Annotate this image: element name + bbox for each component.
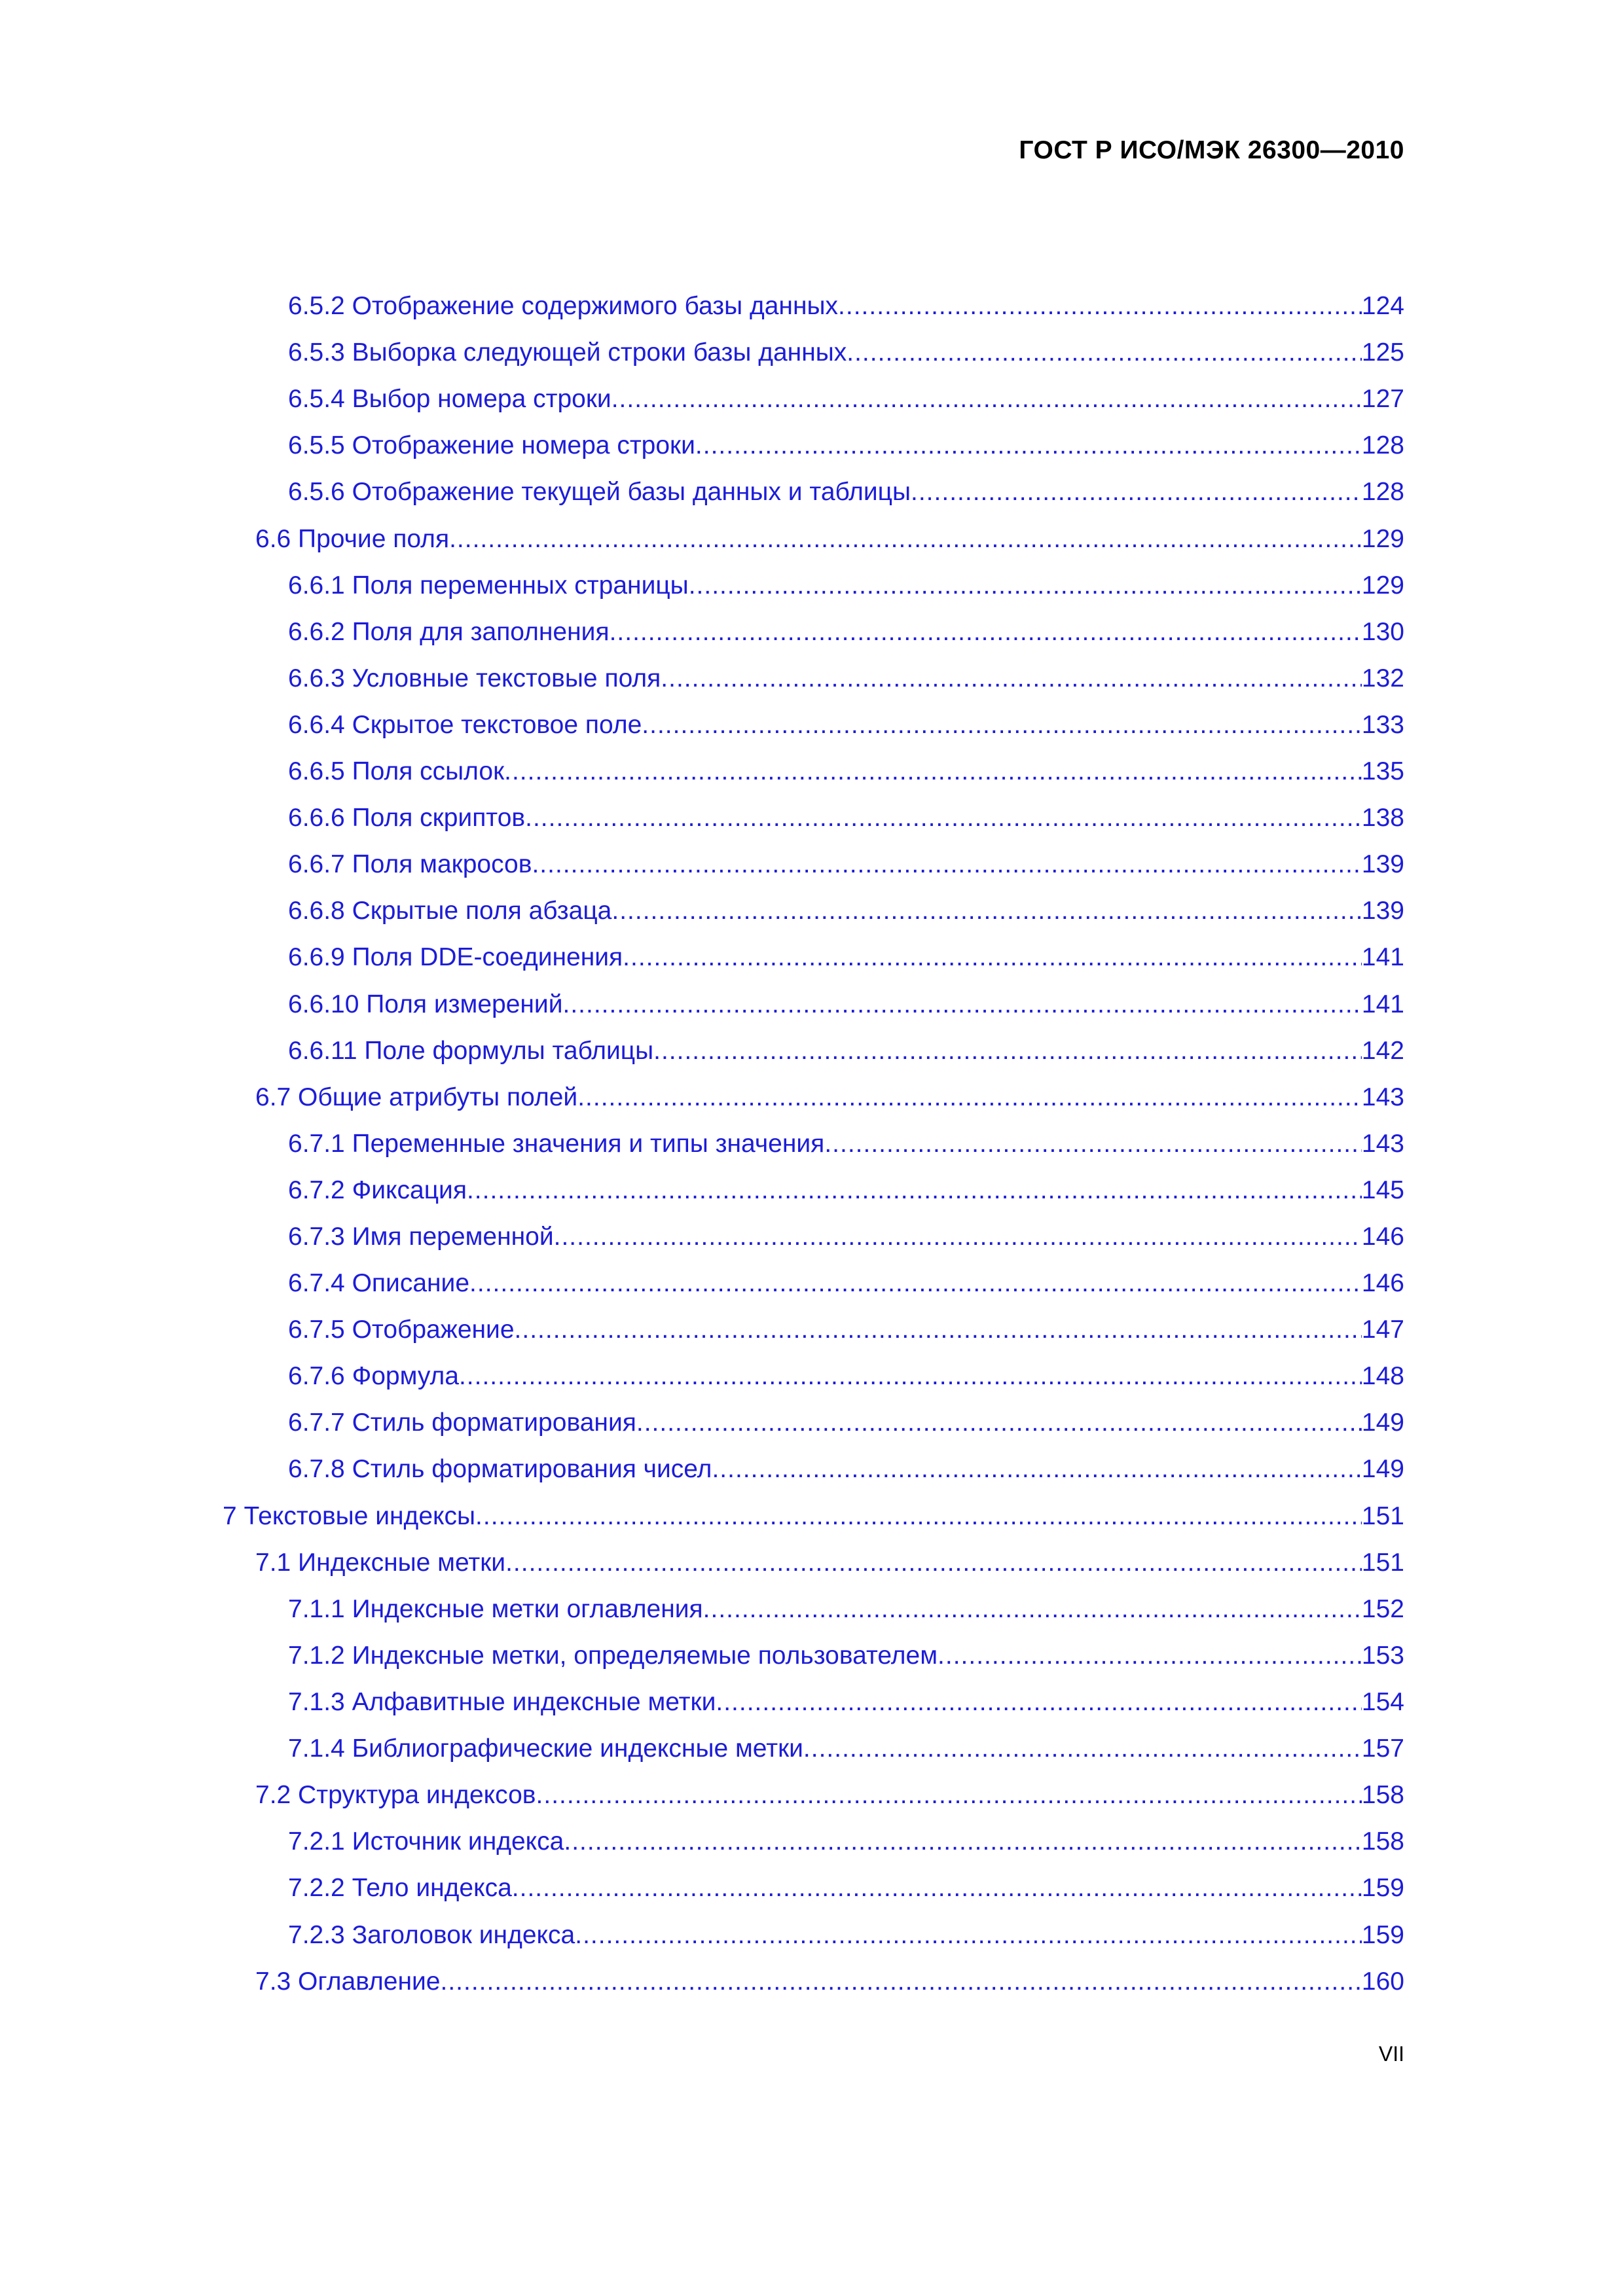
toc-entry[interactable] — [288, 800, 1404, 836]
dot-leader — [475, 1498, 1362, 1535]
dot-leader — [716, 1684, 1362, 1721]
toc-entry-title: 6.7.1 Переменные значения и типы значения — [288, 1130, 825, 1158]
toc-entry-title: 6.6.1 Поля переменных страницы — [288, 571, 689, 600]
dot-leader — [938, 1638, 1362, 1674]
toc-entry-title: 6.7.7 Стиль форматирования — [288, 1408, 636, 1437]
toc-entry-title: 6.6.2 Поля для заполнения — [288, 618, 610, 646]
toc-entry-page: 139 — [1361, 897, 1404, 925]
toc-entry-page: 159 — [1361, 1874, 1404, 1902]
dot-leader — [847, 334, 1362, 371]
toc-entry-page: 124 — [1361, 292, 1404, 320]
toc-entry[interactable] — [288, 1219, 1404, 1255]
toc-entry-page: 125 — [1361, 338, 1404, 367]
toc-entry[interactable] — [288, 1451, 1404, 1488]
toc-entry-page: 151 — [1361, 1502, 1404, 1530]
toc-entry-title: 7.1.1 Индексные метки оглавления — [288, 1595, 703, 1623]
toc-entry-page: 143 — [1361, 1130, 1404, 1158]
toc-entry-title: 6.7.4 Описание — [288, 1269, 470, 1297]
toc-entry[interactable] — [288, 1731, 1404, 1767]
toc-entry[interactable] — [288, 1358, 1404, 1395]
toc-entry[interactable] — [288, 1591, 1404, 1628]
toc-entry-title: 6.7.8 Стиль форматирования чисел — [288, 1455, 712, 1483]
toc-entry-page: 159 — [1361, 1921, 1404, 1949]
toc-entry-title: 7.2.3 Заголовок индекса — [288, 1921, 575, 1949]
toc-entry-page: 128 — [1361, 431, 1404, 459]
dot-leader — [505, 1545, 1362, 1581]
toc-entry-page: 130 — [1361, 618, 1404, 646]
document-header-title: ГОСТ Р ИСО/МЭК 26300—2010 — [1019, 136, 1404, 164]
toc-entry-page: 148 — [1361, 1362, 1404, 1390]
toc-entry[interactable] — [288, 288, 1404, 325]
toc-entry-page: 129 — [1361, 571, 1404, 600]
toc-entry-page: 145 — [1361, 1176, 1404, 1204]
toc-entry-title: 7.1.3 Алфавитные индексные метки — [288, 1688, 716, 1716]
dot-leader — [653, 1033, 1362, 1069]
toc-entry[interactable] — [288, 1870, 1404, 1907]
toc-entry[interactable] — [288, 1405, 1404, 1441]
dot-leader — [611, 381, 1362, 418]
toc-entry-title: 6.6.10 Поля измерений — [288, 990, 563, 1018]
dot-leader — [467, 1172, 1362, 1209]
toc-entry-page: 146 — [1361, 1269, 1404, 1297]
dot-leader — [563, 986, 1362, 1023]
toc-entry-page: 160 — [1361, 1967, 1404, 1996]
toc-entry-title: 7.1 Индексные метки — [255, 1549, 506, 1577]
dot-leader — [712, 1451, 1361, 1488]
dot-leader — [838, 288, 1362, 325]
dot-leader — [577, 1079, 1362, 1116]
toc-entry[interactable] — [255, 1777, 1404, 1814]
toc-entry-page: 127 — [1361, 385, 1404, 413]
toc-entry-title: 6.6.7 Поля макросов — [288, 850, 532, 878]
toc-entry-title: 7.2.1 Источник индекса — [288, 1827, 564, 1856]
toc-entry-title: 6.6.8 Скрытые поля абзаца — [288, 897, 612, 925]
toc-entry[interactable] — [288, 1172, 1404, 1209]
dot-leader — [610, 614, 1362, 651]
toc-entry-page: 146 — [1361, 1223, 1404, 1251]
toc-entry-page: 129 — [1361, 525, 1404, 553]
toc-entry-page: 143 — [1361, 1083, 1404, 1111]
dot-leader — [695, 427, 1362, 464]
toc-entry-title: 7.2.2 Тело индекса — [288, 1874, 512, 1902]
toc-entry-page: 138 — [1361, 804, 1404, 832]
toc-entry-page: 133 — [1361, 711, 1404, 739]
toc-entry[interactable] — [288, 986, 1404, 1023]
toc-entry-page: 139 — [1361, 850, 1404, 878]
toc-entry[interactable] — [255, 1964, 1404, 2000]
toc-entry-title: 6.5.2 Отображение содержимого базы данных — [288, 292, 839, 320]
toc-entry-page: 152 — [1361, 1595, 1404, 1623]
toc-entry-title: 7.3 Оглавление — [255, 1967, 441, 1996]
toc-entry-title: 6.6.11 Поле формулы таблицы — [288, 1037, 654, 1065]
toc-entry-title: 6.6.3 Условные текстовые поля — [288, 664, 661, 692]
dot-leader — [525, 800, 1362, 836]
toc-entry[interactable] — [288, 707, 1404, 744]
dot-leader — [440, 1964, 1361, 2000]
toc-entry-title: 7 Текстовые индексы — [223, 1502, 476, 1530]
toc-entry[interactable] — [288, 1823, 1404, 1860]
toc-entry-page: 128 — [1361, 478, 1404, 506]
dot-leader — [536, 1777, 1362, 1814]
toc-entry-page: 147 — [1361, 1316, 1404, 1344]
dot-leader — [824, 1126, 1362, 1162]
toc-entry[interactable] — [288, 1917, 1404, 1954]
dot-leader — [636, 1405, 1362, 1441]
toc-entry-title: 6.7.2 Фиксация — [288, 1176, 467, 1204]
toc-entry-title: 6.7.3 Имя переменной — [288, 1223, 554, 1251]
page-number: VII — [1378, 2042, 1404, 2066]
toc-entry-page: 132 — [1361, 664, 1404, 692]
toc-entry-page: 158 — [1361, 1781, 1404, 1809]
dot-leader — [575, 1917, 1362, 1954]
toc-entry[interactable] — [288, 893, 1404, 929]
toc-entry-page: 157 — [1361, 1734, 1404, 1763]
dot-leader — [554, 1219, 1362, 1255]
toc-entry[interactable] — [223, 1498, 1404, 1535]
toc-entry[interactable] — [288, 1265, 1404, 1302]
toc-entry-page: 141 — [1361, 990, 1404, 1018]
toc-entry[interactable] — [288, 567, 1404, 604]
toc-entry[interactable] — [288, 474, 1404, 511]
toc-entry[interactable] — [288, 1312, 1404, 1348]
toc-entry[interactable] — [288, 846, 1404, 883]
toc-entry-page: 153 — [1361, 1641, 1404, 1670]
dot-leader — [911, 474, 1362, 511]
toc-entry-page: 149 — [1361, 1455, 1404, 1483]
toc-entry-title: 7.2 Структура индексов — [255, 1781, 536, 1809]
toc-entry[interactable] — [288, 1033, 1404, 1069]
toc-entry[interactable] — [288, 614, 1404, 651]
toc-entry-page: 154 — [1361, 1688, 1404, 1716]
toc-entry[interactable] — [288, 427, 1404, 464]
dot-leader — [803, 1731, 1362, 1767]
toc-entry[interactable] — [255, 1079, 1404, 1116]
dot-leader — [515, 1312, 1362, 1348]
toc-entry[interactable] — [288, 381, 1404, 418]
toc-entry-title: 6.7.6 Формула — [288, 1362, 459, 1390]
dot-leader — [623, 939, 1362, 976]
dot-leader — [504, 753, 1362, 790]
toc-entry[interactable] — [288, 334, 1404, 371]
toc-entry[interactable] — [288, 939, 1404, 976]
toc-entry-title: 6.6.6 Поля скриптов — [288, 804, 526, 832]
toc-entry[interactable] — [288, 753, 1404, 790]
dot-leader — [532, 846, 1361, 883]
toc-entry-page: 158 — [1361, 1827, 1404, 1856]
toc-entry-title: 7.1.2 Индексные метки, определяемые пользователем — [288, 1641, 938, 1670]
dot-leader — [459, 1358, 1362, 1395]
toc-entry-title: 6.6.5 Поля ссылок — [288, 757, 505, 785]
dot-leader — [611, 893, 1362, 929]
dot-leader — [469, 1265, 1362, 1302]
dot-leader — [449, 521, 1362, 558]
dot-leader — [642, 707, 1362, 744]
toc-entry-title: 6.6 Прочие поля — [255, 525, 450, 553]
toc-entry-page: 151 — [1361, 1549, 1404, 1577]
toc-entry-page: 141 — [1361, 943, 1404, 971]
dot-leader — [512, 1870, 1362, 1907]
dot-leader — [564, 1823, 1362, 1860]
toc-entry-page: 149 — [1361, 1408, 1404, 1437]
toc-entry[interactable] — [255, 1545, 1404, 1581]
dot-leader — [661, 660, 1362, 697]
toc-entry-title: 6.5.6 Отображение текущей базы данных и таблицы — [288, 478, 911, 506]
toc-entry-page: 135 — [1361, 757, 1404, 785]
toc-entry[interactable] — [288, 660, 1404, 697]
toc-entry[interactable] — [288, 1126, 1404, 1162]
dot-leader — [703, 1591, 1362, 1628]
dot-leader — [689, 567, 1362, 604]
toc-entry-page: 142 — [1361, 1037, 1404, 1065]
toc-entry-title: 6.5.3 Выборка следующей строки базы данных — [288, 338, 847, 367]
toc-entry-title: 6.5.5 Отображение номера строки — [288, 431, 695, 459]
toc-entry[interactable] — [288, 1684, 1404, 1721]
toc-entry-title: 6.6.4 Скрытое текстовое поле — [288, 711, 642, 739]
toc-entry[interactable] — [288, 1638, 1404, 1674]
toc-entry-title: 6.7.5 Отображение — [288, 1316, 515, 1344]
toc-entry-title: 6.6.9 Поля DDE-соединения — [288, 943, 623, 971]
toc-entry-title: 7.1.4 Библиографические индексные метки — [288, 1734, 803, 1763]
toc-entry[interactable] — [255, 521, 1404, 558]
toc-entry-title: 6.5.4 Выбор номера строки — [288, 385, 611, 413]
toc-entry-title: 6.7 Общие атрибуты полей — [255, 1083, 578, 1111]
